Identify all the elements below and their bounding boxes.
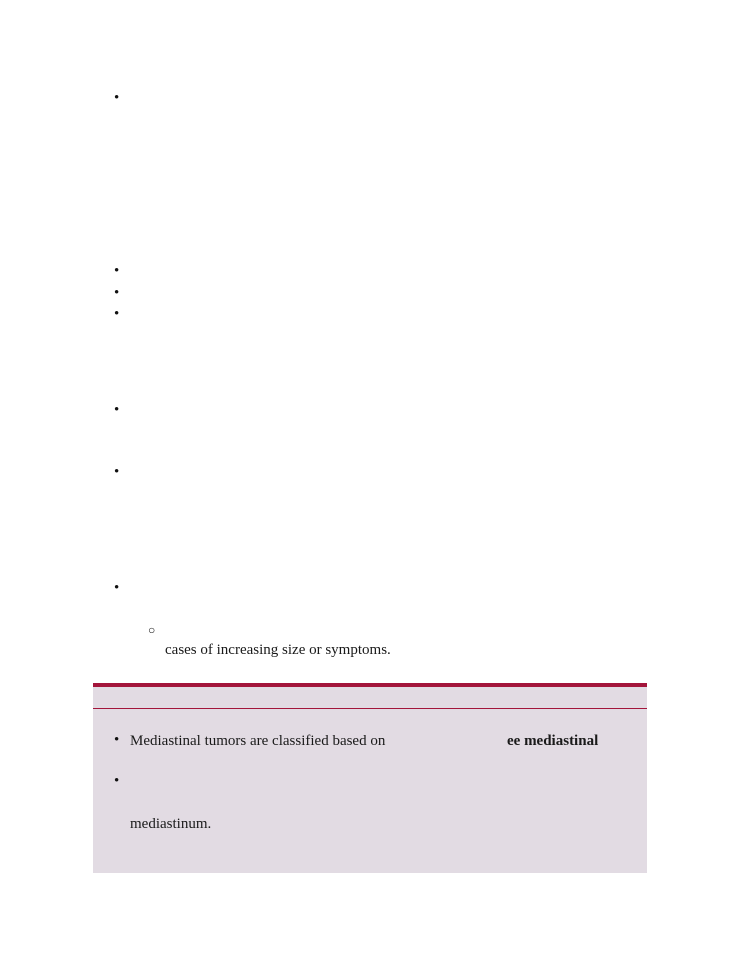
summary-item-1-text: Mediastinal tumors are classified based on bbox=[130, 733, 386, 749]
list-bullet: • bbox=[114, 306, 120, 322]
summary-bullet: • bbox=[114, 773, 120, 789]
list-bullet: • bbox=[114, 263, 120, 279]
summary-item-1-bold-text: ee mediastinal bbox=[507, 733, 599, 749]
list-bullet: • bbox=[114, 90, 120, 106]
summary-bullet: • bbox=[114, 732, 120, 748]
list-bullet: • bbox=[114, 464, 120, 480]
list-bullet: • bbox=[114, 285, 120, 301]
list-sub-bullet: ○ bbox=[148, 623, 156, 637]
summary-item-2-text: mediastinum. bbox=[130, 816, 212, 832]
summary-box bbox=[93, 683, 647, 873]
sub-item-text: cases of increasing size or symptoms. bbox=[165, 642, 391, 658]
summary-box-header-rule bbox=[93, 708, 647, 709]
list-bullet: • bbox=[114, 580, 120, 596]
summary-box-top-rule bbox=[93, 683, 647, 687]
list-bullet: • bbox=[114, 402, 120, 418]
